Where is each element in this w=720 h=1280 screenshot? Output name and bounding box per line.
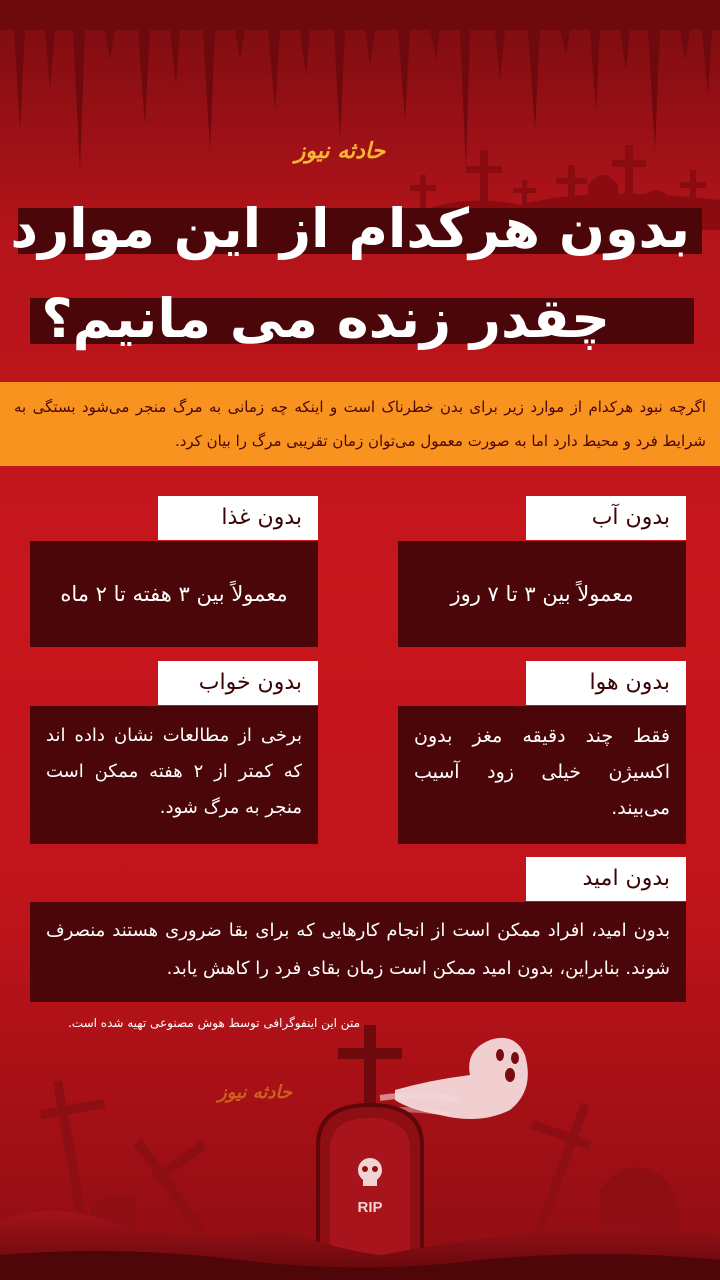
card-hope-text: بدون امید، افراد ممکن است از انجام کارهایی که برای بقا ضروری هستند منصرف شوند. بنابراین، بدون امید ممکن است زمان بقای فرد را کاهش یابد. xyxy=(30,902,686,1002)
ai-credit-note: متن این اینفوگرافی توسط هوش مصنوعی تهیه شده است. xyxy=(67,1016,360,1030)
card-food-text: معمولاً بین ۳ هفته تا ۲ ماه xyxy=(30,541,318,647)
intro-banner xyxy=(0,382,720,466)
intro-text: اگرچه نبود هرکدام از موارد زیر برای بدن خطرناک است و اینکه چه زمانی به مرگ منجر می‌شود بستگی به شرایط فرد و محیط دارد اما به صورت معمول می‌توان زمان تقریبی مرگ را بیان کرد. xyxy=(14,398,706,450)
graveyard-scene xyxy=(0,1020,720,1280)
card-water-text: معمولاً بین ۳ تا ۷ روز xyxy=(398,541,686,647)
card-food-label: بدون غذا xyxy=(158,496,318,540)
card-air-label: بدون هوا xyxy=(526,661,686,705)
page-title-line1: بدون هرکدام از این موارد xyxy=(10,197,690,260)
card-sleep-text: برخی از مطالعات نشان داده اند که کمتر از ۲ هفته ممکن است منجر به مرگ شود. xyxy=(30,706,318,844)
tombstone-rip-text: RIP xyxy=(357,1199,383,1216)
brand-logo-watermark: حادثه نیوز xyxy=(218,1082,292,1103)
card-hope-label: بدون امید xyxy=(526,857,686,901)
blood-drips-decoration xyxy=(0,0,720,230)
brand-logo: حادثه نیوز xyxy=(294,138,386,164)
cross-icon xyxy=(530,1103,592,1247)
page-title-line2: چقدر زنده می مانیم؟ xyxy=(41,287,610,350)
card-air-text: فقط چند دقیقه مغز بدون اکسیژن خیلی زود آسیب می‌بیند. xyxy=(398,706,686,844)
tombstone xyxy=(318,1105,422,1270)
card-sleep-label: بدون خواب xyxy=(158,661,318,705)
card-water-label: بدون آب xyxy=(526,496,686,540)
